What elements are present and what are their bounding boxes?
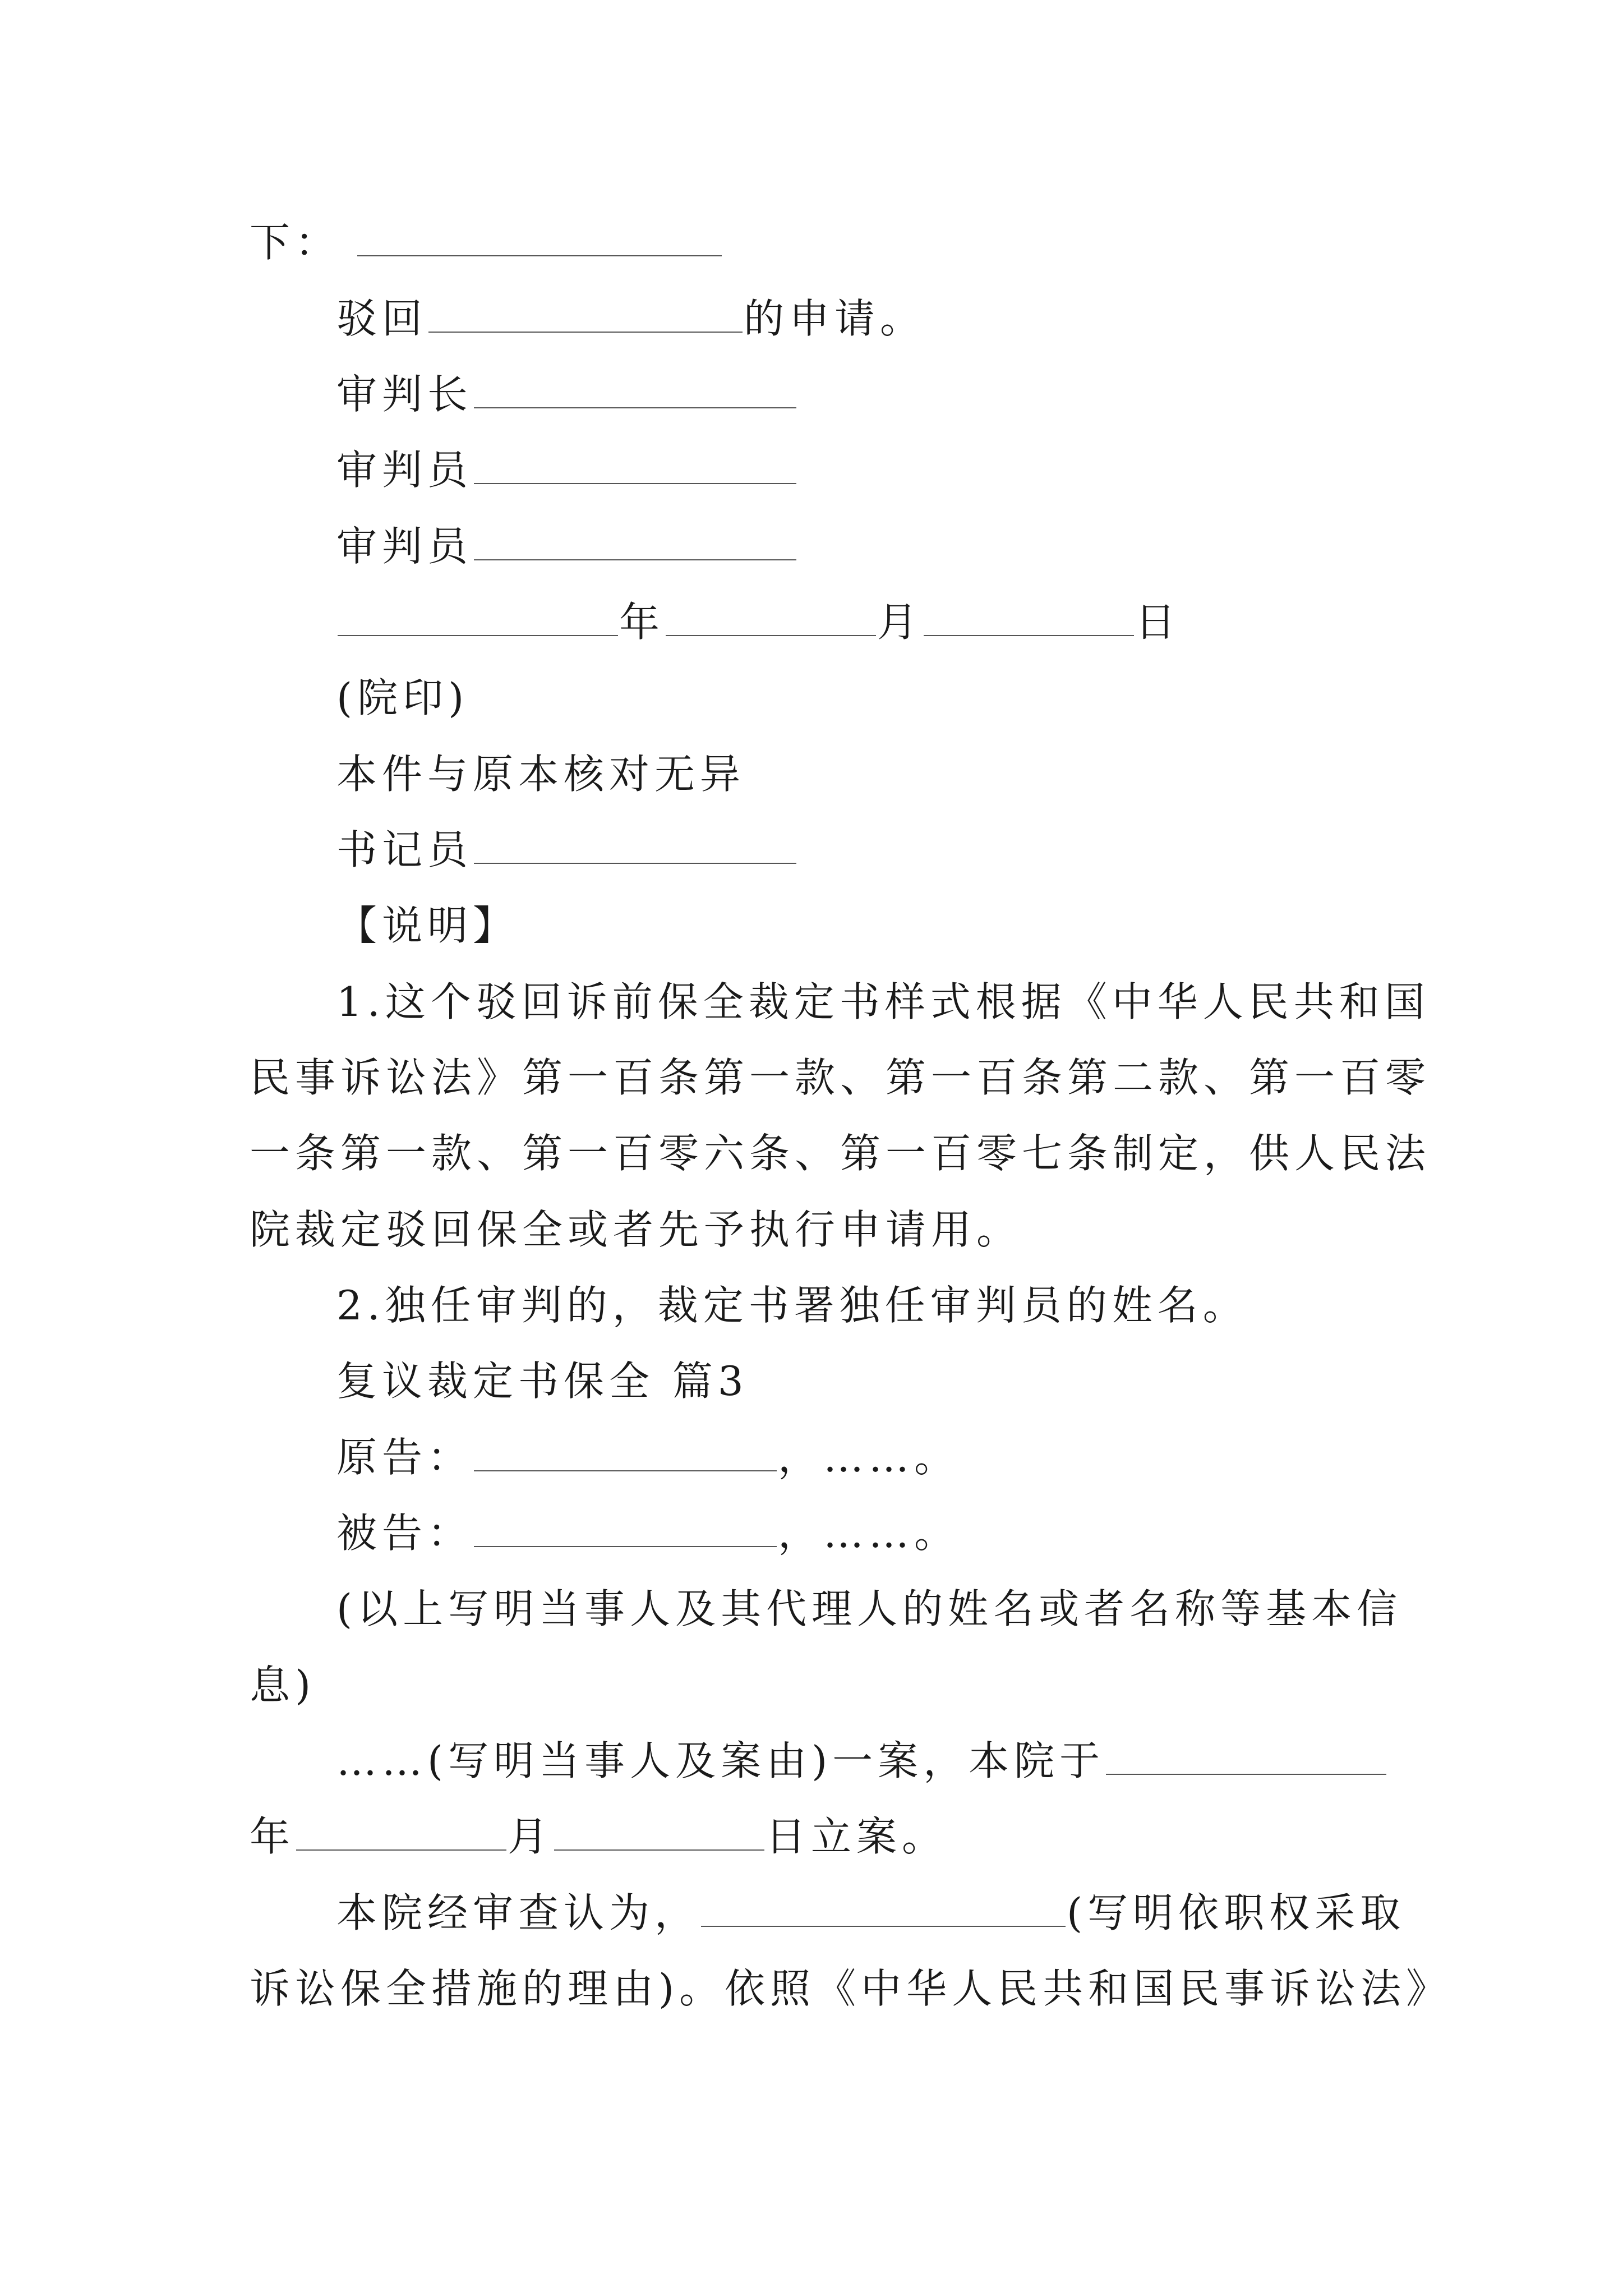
doc-line: [336, 519, 797, 573]
line-text: (以上写明当事人及其代理人的姓名或者名称等基本信: [336, 1585, 1403, 1632]
doc-line: [336, 1430, 960, 1484]
line-text: 的申请。: [744, 295, 926, 342]
line-text: 审判员: [336, 523, 473, 570]
line-text: 被告：: [336, 1510, 473, 1557]
fill-blank: [428, 292, 743, 333]
doc-line: [250, 1962, 1451, 2016]
line-text: 息): [250, 1662, 316, 1709]
line-text: 本院经审查认为，: [336, 1889, 700, 1936]
fill-blank: [924, 596, 1134, 636]
line-text: 诉讼保全措施的理由)。依照《中华人民共和国民事诉讼法》: [250, 1965, 1452, 2012]
doc-line: [336, 595, 1181, 649]
line-text: (院印): [336, 674, 469, 721]
doc-line: [336, 1354, 749, 1408]
line-text: 年: [619, 599, 665, 646]
line-text: 民事诉讼法》第一百条第一款、第一百条第二款、第一百零: [250, 1054, 1431, 1101]
doc-line: [336, 671, 469, 725]
line-text: (写明依职权采取: [1067, 1889, 1406, 1936]
fill-blank: [474, 520, 796, 560]
line-text: 审判长: [336, 371, 473, 418]
section-title: 复议裁定书保全 篇3: [336, 1358, 749, 1405]
line-text: 一条第一款、第一百零六条、第一百零七条制定，供人民法: [250, 1130, 1431, 1177]
doc-line: [250, 1203, 1022, 1257]
line-text: 下：: [250, 219, 341, 266]
fill-blank: [1106, 1734, 1386, 1775]
line-text: 原告：: [336, 1434, 473, 1481]
doc-line: [336, 1886, 1405, 1940]
doc-line: [336, 975, 1430, 1029]
doc-line: [336, 1734, 1387, 1788]
fill-blank: [357, 216, 722, 256]
doc-line: [250, 1126, 1431, 1180]
line-text: 1.这个驳回诉前保全裁定书样式根据《中华人民共和国: [336, 978, 1430, 1025]
fill-blank: [474, 823, 796, 864]
line-text: ……(写明当事人及案由)一案，本院于: [336, 1737, 1105, 1784]
line-text: 2.独任审判的，裁定书署独任审判员的姓名。: [336, 1282, 1248, 1329]
line-text: 书记员: [336, 826, 473, 873]
doc-line: [250, 1051, 1431, 1105]
line-text: ，……。: [778, 1434, 960, 1481]
line-text: 院裁定驳回保全或者先予执行申请用。: [250, 1206, 1022, 1253]
section-heading: 【说明】: [336, 902, 519, 949]
line-text: 审判员: [336, 447, 473, 494]
doc-line: [336, 443, 797, 497]
line-text: 驳回: [336, 295, 428, 342]
fill-blank: [474, 368, 796, 408]
line-text: ，……。: [778, 1510, 960, 1557]
fill-blank: [338, 596, 618, 636]
doc-line: [250, 1658, 316, 1712]
doc-line: [336, 823, 797, 877]
fill-blank: [554, 1810, 764, 1851]
doc-line: [250, 215, 723, 269]
doc-line: [336, 1582, 1402, 1636]
doc-line: [336, 1506, 960, 1560]
line-text: 本件与原本核对无异: [336, 751, 746, 798]
fill-blank: [666, 596, 876, 636]
line-text: 日: [1135, 599, 1181, 646]
doc-line: [336, 1278, 1248, 1332]
line-text: 月: [508, 1813, 554, 1860]
fill-blank: [701, 1887, 1066, 1927]
doc-line: [336, 367, 797, 421]
doc-line: [336, 747, 745, 801]
line-text: 日立案。: [766, 1813, 948, 1860]
doc-line: [336, 899, 518, 953]
fill-blank: [474, 444, 796, 484]
line-text: 月: [877, 599, 923, 646]
fill-blank: [296, 1810, 506, 1851]
doc-line: [250, 1810, 947, 1864]
line-text: 年: [250, 1813, 296, 1860]
doc-line: [336, 292, 925, 346]
fill-blank: [474, 1507, 777, 1547]
fill-blank: [474, 1431, 777, 1471]
